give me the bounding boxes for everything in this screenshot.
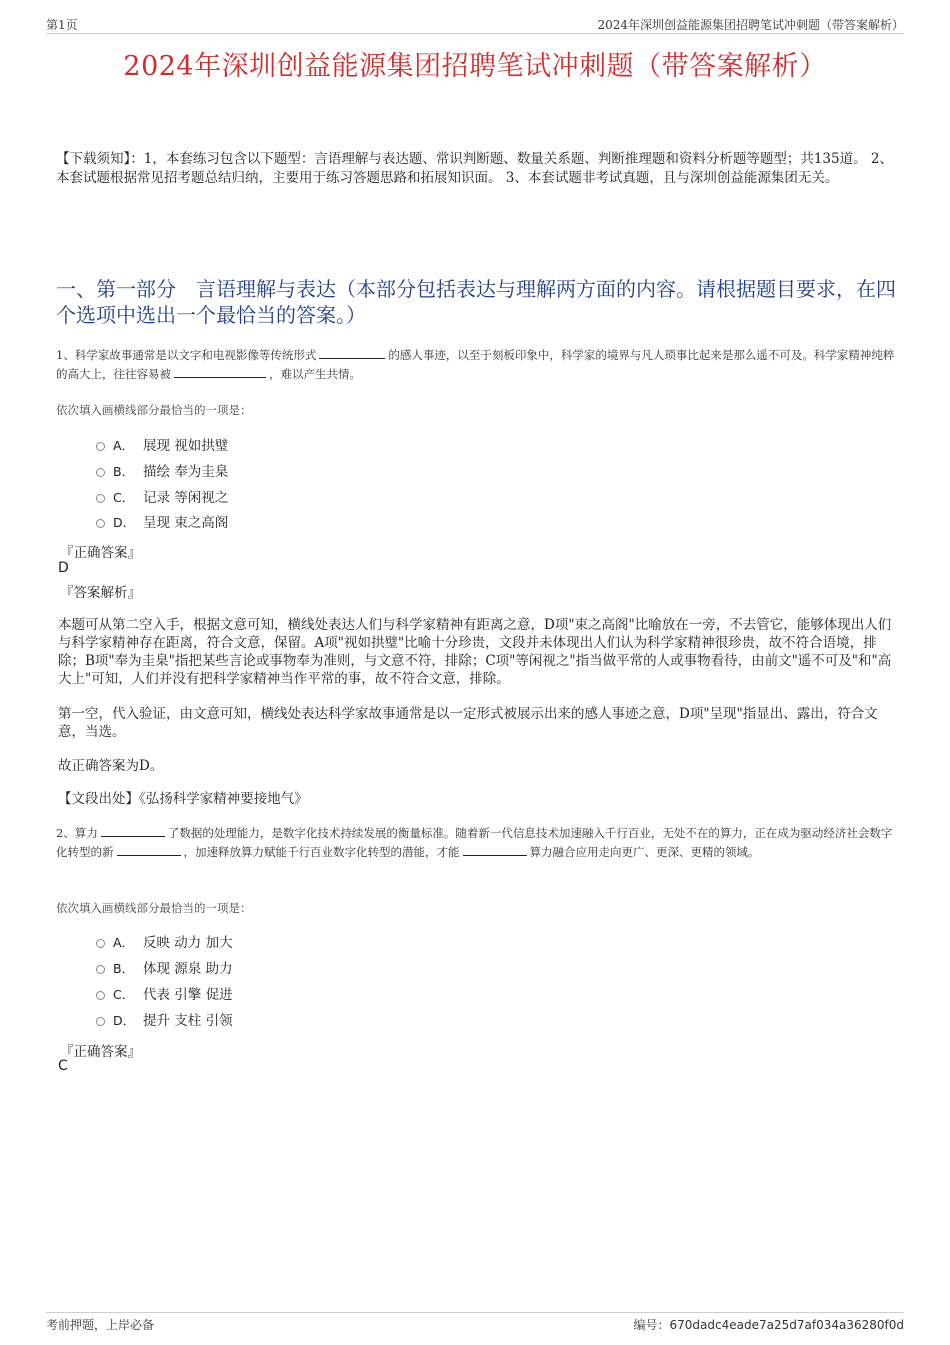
radio-icon[interactable] bbox=[96, 939, 105, 948]
radio-icon[interactable] bbox=[96, 468, 105, 477]
question-1-prompt: 依次填入画横线部分最恰当的一项是： bbox=[56, 403, 252, 417]
header-doc-title: 2024年深圳创益能源集团招聘笔试冲刺题（带答案解析） bbox=[597, 18, 904, 32]
footer-code bbox=[634, 1316, 904, 1333]
download-notice: 【下载须知】：1，本套练习包含以下题型：言语理解与表达题、常识判断题、数量关系题、判断推理题和资料分析题等题型；共135道。 2、本套试题根据常见招考题总结归纳，主要用于练习答题思路和拓展知识面。 3、本套试题非考试真题，且与深圳创益能源集团无关。 bbox=[56, 151, 893, 186]
option-text: 体现 源泉 助力 bbox=[143, 961, 233, 977]
question-2-text-a: 2、算力 bbox=[56, 826, 98, 840]
option-letter: C． bbox=[113, 490, 135, 505]
option-letter: A． bbox=[113, 935, 135, 950]
option-text: 提升 支柱 引领 bbox=[143, 1013, 233, 1029]
question-1-text-c: ，难以产生共情。 bbox=[269, 367, 361, 381]
option-letter: B． bbox=[113, 961, 135, 976]
radio-icon[interactable] bbox=[96, 519, 105, 528]
page-footer bbox=[46, 1312, 904, 1334]
option-text: 记录 等闲视之 bbox=[143, 490, 229, 506]
section-heading: 一、第一部分 言语理解与表达（本部分包括表达与理解两方面的内容。请根据题目要求，在四个选项中选出一个最恰当的答案。） bbox=[56, 277, 896, 327]
option-text: 代表 引擎 促进 bbox=[143, 987, 233, 1003]
question-1-option-b[interactable] bbox=[96, 462, 228, 482]
option-letter: A． bbox=[113, 438, 135, 453]
blank-line bbox=[319, 347, 385, 359]
question-2-option-d[interactable] bbox=[96, 1011, 233, 1031]
option-letter: C． bbox=[113, 987, 135, 1002]
question-2-text-d: 算力融合应用走向更广、更深、更精的领域。 bbox=[529, 845, 760, 859]
blank-line bbox=[463, 844, 527, 856]
question-2-option-b[interactable] bbox=[96, 959, 233, 979]
footer-code-label: 编号： bbox=[633, 1318, 670, 1332]
option-letter: B． bbox=[113, 464, 135, 479]
question-1-text-b: 的感人事迹，以至于刻板印象中，科学家的境界与凡人琐事比起来是那么遥不可及。科学家精神纯粹的高大上，往往容易被 bbox=[56, 348, 895, 381]
blank-line bbox=[174, 366, 266, 378]
radio-icon[interactable] bbox=[96, 991, 105, 1000]
radio-icon[interactable] bbox=[96, 494, 105, 503]
question-2-option-a[interactable] bbox=[96, 933, 233, 953]
page-number: 第1页 bbox=[46, 18, 78, 32]
option-letter: D． bbox=[113, 1013, 136, 1028]
question-1-stem bbox=[56, 346, 901, 384]
blank-line bbox=[117, 844, 181, 856]
footer-slogan: 考前押题，上岸必备 bbox=[46, 1318, 155, 1332]
question-1-analysis-label: 『答案解析』 bbox=[60, 585, 141, 601]
option-text: 反映 动力 加大 bbox=[143, 935, 233, 951]
radio-icon[interactable] bbox=[96, 442, 105, 451]
question-2-text-b: 了数据的处理能力，是数字化技术持续发展的衡量标准。随着新一代信息技术加速融入千行百业，无处不在的算力，正在成为驱动经济社会数字化转型的新 bbox=[56, 826, 893, 859]
question-2-stem bbox=[56, 824, 901, 862]
question-1-answer-label: 『正确答案』 bbox=[60, 545, 141, 561]
question-2-option-c[interactable] bbox=[96, 985, 233, 1005]
page-header bbox=[46, 14, 904, 34]
page-title: 2024年深圳创益能源集团招聘笔试冲刺题（带答案解析） bbox=[123, 51, 827, 82]
radio-icon[interactable] bbox=[96, 1017, 105, 1026]
question-2-answer: C bbox=[58, 1058, 68, 1074]
question-2-prompt: 依次填入画横线部分最恰当的一项是： bbox=[56, 901, 252, 915]
footer-code-value: 670dadc4eade7a25d7af034a36280f0d bbox=[669, 1318, 904, 1332]
question-1-analysis-conclusion: 故正确答案为D。 bbox=[58, 758, 164, 774]
question-2-text-c: ，加速释放算力赋能千行百业数字化转型的潜能，才能 bbox=[183, 845, 460, 859]
radio-icon[interactable] bbox=[96, 965, 105, 974]
question-2-answer-label: 『正确答案』 bbox=[60, 1044, 141, 1060]
question-1-analysis-paragraph-1: 本题可从第二空入手，根据文意可知，横线处表达人们与科学家精神有距离之意，D项"束之高阁"比喻放在一旁，不去管它，能够体现出人们与科学家精神存在距离，符合文意，保留。A项"视如拱璧"比喻十分珍贵，文段并未体现出人们认为科学家精神很珍贵，故不符合语境，排除；B项"奉为圭臬"指把某些言论或事物奉为准则，与文意不符，排除；C项"等闲视之"指当做平常的人或事物看待，由前文"遥不可及"和"高大上"可知，人们并没有把科学家精神当作平常的事，故不符合文意，排除。 bbox=[58, 617, 892, 687]
question-1-option-d[interactable] bbox=[96, 513, 228, 533]
question-1-text-a: 1、科学家故事通常是以文字和电视影像等传统形式 bbox=[56, 348, 317, 362]
question-1-answer: D bbox=[58, 560, 69, 576]
option-letter: D． bbox=[113, 515, 136, 530]
blank-line bbox=[101, 825, 165, 837]
question-1-analysis-paragraph-2: 第一空，代入验证，由文意可知，横线处表达科学家故事通常是以一定形式被展示出来的感人事迹之意，D项"呈现"指显出、露出，符合文意，当选。 bbox=[58, 706, 878, 740]
option-text: 展现 视如拱璧 bbox=[143, 438, 229, 454]
question-1-source: 【文段出处】《弘扬科学家精神要接地气》 bbox=[58, 791, 308, 807]
option-text: 描绘 奉为圭臬 bbox=[143, 464, 229, 480]
question-1-option-a[interactable] bbox=[96, 436, 228, 456]
question-1-option-c[interactable] bbox=[96, 488, 228, 508]
option-text: 呈现 束之高阁 bbox=[143, 515, 229, 531]
